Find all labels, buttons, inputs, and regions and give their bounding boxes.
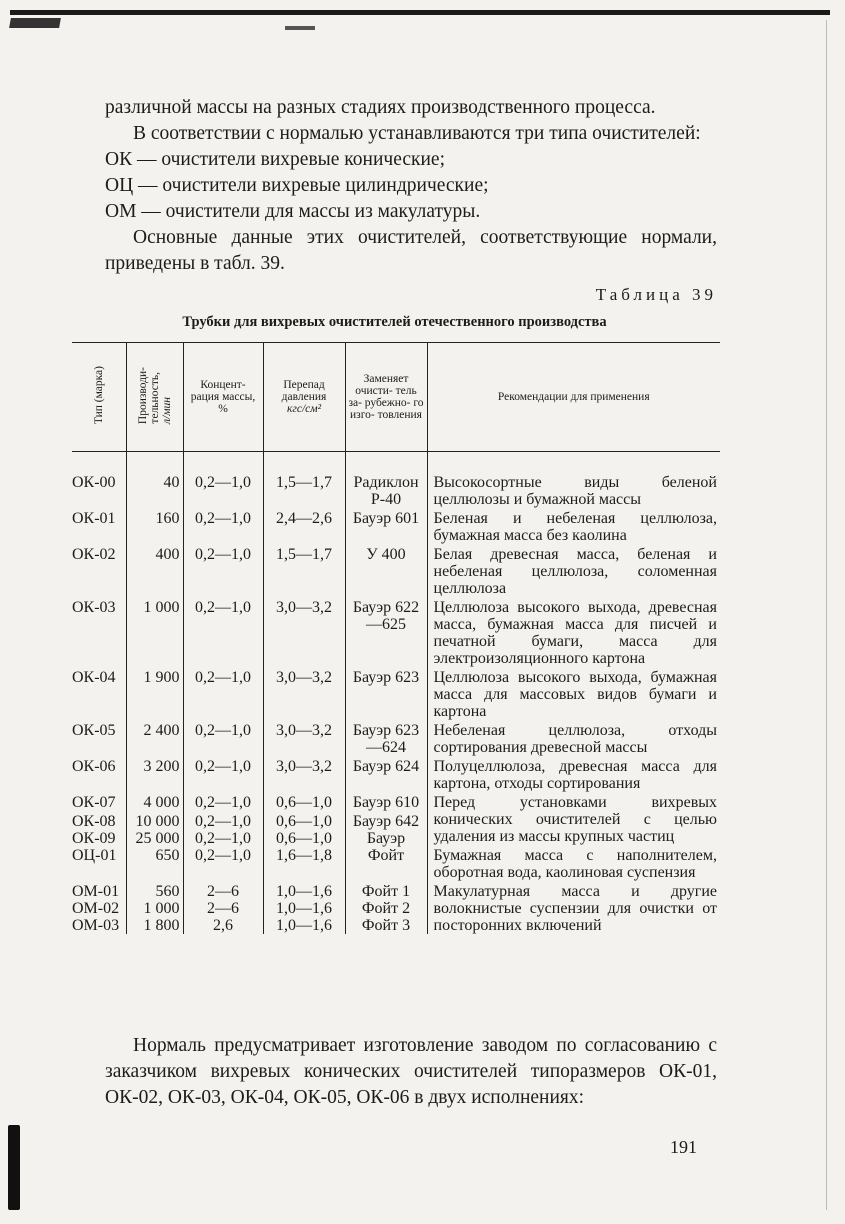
paragraph-4: Нормаль предусматривает изготовление заводом по согласованию с заказчиком вихревых конических очистителей типоразмеров ОК-01, ОК-02, ОК-03, ОК-04, ОК-05, ОК-06 в двух исполнениях: — [105, 1035, 717, 1108]
scan-page-edge — [826, 20, 827, 1210]
table-row: ОК-07 4 000 0,2—1,0 0,6—1,0 Бауэр 610 Перед установками вихревых конических очистителей с целью удаления из массы крупных частиц — [72, 792, 720, 811]
table-row: ОМ-01 560 2—6 1,0—1,6 Фойт 1 Макулатурная масса и другие волокнистые суспензии для очистки от посторонних включений — [72, 881, 720, 900]
table-row: ОК-05 2 400 0,2—1,0 3,0—3,2 Бауэр 623—624 Небеленая целлюлоза, отходы сортирования древесной массы — [72, 720, 720, 756]
list-item-om: ОМ — очистители для массы из макулатуры. — [105, 201, 481, 222]
paragraph-2: В соответствии с нормалью устанавливаются три типа очистителей: — [133, 123, 701, 144]
list-item-ok: ОК — очистители вихревые конические; — [105, 149, 445, 170]
table-row: ОМ-02 1 000 2—6 1,0—1,6 Фойт 2 — [72, 900, 720, 917]
header-replaces: Заменяет очисти- тель за- рубежно- го изго- товления — [345, 343, 427, 452]
cleaners-table — [72, 342, 720, 934]
header-pressure: Перепад давления кгс/см² — [263, 343, 345, 452]
header-type: Тип (марка) — [72, 343, 126, 452]
header-concentration: Концент- рация массы, % — [183, 343, 263, 452]
table-title: Трубки для вихревых очистителей отечественного производства — [182, 314, 607, 330]
body-text-top — [105, 95, 717, 277]
scan-corner-mark — [9, 18, 61, 28]
table-row: ОК-08 10 000 0,2—1,0 0,6—1,0 Бауэр 642 — [72, 811, 720, 830]
scan-binding-shadow — [8, 1125, 20, 1210]
table-row: ОК-03 1 000 0,2—1,0 3,0—3,2 Бауэр 622—625 Целлюлоза высокого выхода, древесная масса, бумажная масса для писчей и печатной бумаги, масса для электроизоляционного картона — [72, 597, 720, 667]
table-row: ОК-09 25 000 0,2—1,0 0,6—1,0 Бауэр — [72, 830, 720, 847]
scan-top-border — [10, 10, 830, 15]
paragraph-3: Основные данные этих очистителей, соответствующие нормали, приведены в табл. 39. — [105, 227, 717, 274]
page-number: 191 — [670, 1137, 697, 1157]
header-recommendations: Рекомендации для применения — [427, 343, 720, 452]
table-number: Таблица 39 — [595, 285, 717, 304]
paragraph-1: различной массы на разных стадиях производственного процесса. — [105, 97, 656, 118]
table-row: ОК-06 3 200 0,2—1,0 3,0—3,2 Бауэр 624 Полуцеллюлоза, древесная масса для картона, отходы сортирования — [72, 756, 720, 792]
table-row: ОК-00 40 0,2—1,0 1,5—1,7 Радиклон Р-40 Высокосортные виды беленой целлюлозы и бумажной массы — [72, 452, 720, 509]
header-capacity: Производи-тельность,л/мин — [126, 343, 183, 452]
table-row: ОМ-03 1 800 2,6 1,0—1,6 Фойт 3 — [72, 917, 720, 934]
table-row: ОК-01 160 0,2—1,0 2,4—2,6 Бауэр 601 Беленая и небеленая целлюлоза, бумажная масса без каолина — [72, 508, 720, 544]
body-text-bottom — [105, 1033, 717, 1111]
table-row: ОК-04 1 900 0,2—1,0 3,0—3,2 Бауэр 623 Целлюлоза высокого выхода, бумажная масса для массовых видов бумаги и картона — [72, 667, 720, 720]
table-row: ОК-02 400 0,2—1,0 1,5—1,7 У 400 Белая древесная масса, беленая и небеленая целлюлоза, соломенная целлюлоза — [72, 544, 720, 597]
list-item-oc: ОЦ — очистители вихревые цилиндрические; — [105, 175, 489, 196]
scan-smudge — [285, 26, 315, 30]
table-row: ОЦ-01 650 0,2—1,0 1,6—1,8 Фойт Бумажная масса с наполнителем, оборотная вода, каолиновая суспензия — [72, 847, 720, 881]
